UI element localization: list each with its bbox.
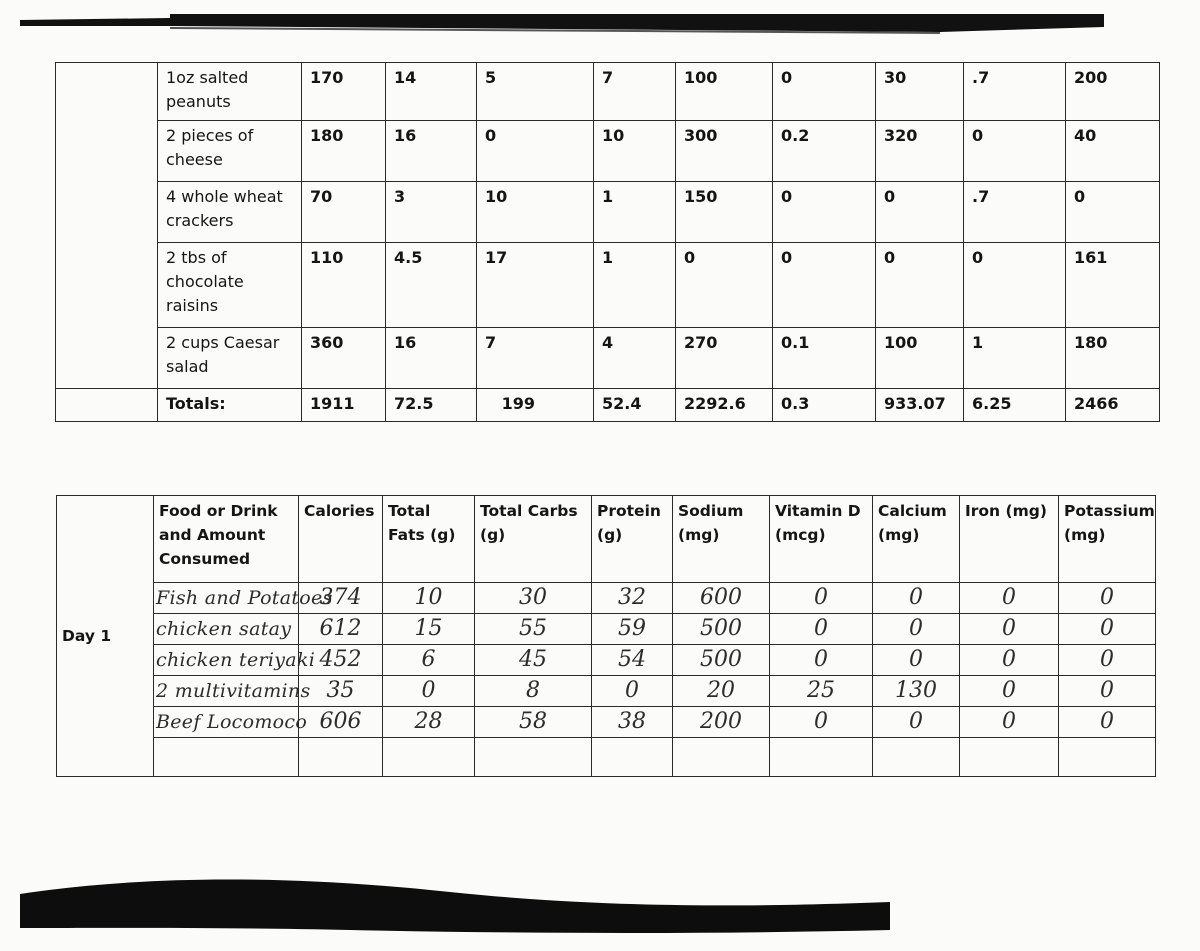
fats-total: 72.5 xyxy=(386,389,477,422)
sodium-cell: 100 xyxy=(676,63,773,121)
carbs-cell: 7 xyxy=(477,328,594,389)
fats-cell: 3 xyxy=(386,182,477,243)
header-calcium: Calcium (mg) xyxy=(873,496,960,583)
calories-cell: 360 xyxy=(302,328,386,389)
protein-cell: 32 xyxy=(592,583,673,614)
carbs-total: 199 xyxy=(477,389,594,422)
protein-cell: 4 xyxy=(594,328,676,389)
carbs-cell: 0 xyxy=(477,121,594,182)
table-row xyxy=(57,614,1156,645)
header-food: Food or Drink and Amount Consumed xyxy=(154,496,299,583)
calories-cell: 110 xyxy=(302,243,386,328)
carbs-cell: 10 xyxy=(477,182,594,243)
food-cell: 2 cups Caesar salad xyxy=(158,328,302,389)
calories-total: 1911 xyxy=(302,389,386,422)
iron-cell: 0 xyxy=(964,121,1066,182)
sodium-cell: 0 xyxy=(676,243,773,328)
carbs-cell: 8 xyxy=(475,676,592,707)
fats-cell: 16 xyxy=(386,121,477,182)
potassium-cell: 200 xyxy=(1066,63,1160,121)
header-carbs: Total Carbs (g) xyxy=(475,496,592,583)
sodium-cell: 500 xyxy=(673,614,770,645)
food-cell: chicken satay xyxy=(154,614,299,645)
header-protein: Protein (g) xyxy=(592,496,673,583)
header-row xyxy=(57,496,1156,583)
food-cell: 2 multivitamins xyxy=(154,676,299,707)
table-row xyxy=(56,63,1160,121)
top-banner-bar xyxy=(20,14,1104,34)
vitamin-d-total: 0.3 xyxy=(773,389,876,422)
food-cell: Beef Locomoco xyxy=(154,707,299,738)
calcium-cell: 30 xyxy=(876,63,964,121)
calcium-cell: 0 xyxy=(876,243,964,328)
sodium-cell: 270 xyxy=(676,328,773,389)
table-row xyxy=(57,645,1156,676)
header-potassium: Potassium (mg) xyxy=(1059,496,1156,583)
table-row xyxy=(57,583,1156,614)
food-cell: Fish and Potatoes xyxy=(154,583,299,614)
fats-cell: 4.5 xyxy=(386,243,477,328)
header-sodium: Sodium (mg) xyxy=(673,496,770,583)
iron-cell: 0 xyxy=(960,614,1059,645)
potassium-cell: 161 xyxy=(1066,243,1160,328)
iron-cell: 1 xyxy=(964,328,1066,389)
carbs-cell: 5 xyxy=(477,63,594,121)
vitamin-d-cell: 25 xyxy=(770,676,873,707)
calories-cell: 374 xyxy=(299,583,383,614)
iron-cell: 0 xyxy=(964,243,1066,328)
table-row xyxy=(57,707,1156,738)
fats-cell: 6 xyxy=(383,645,475,676)
protein-cell: 38 xyxy=(592,707,673,738)
sodium-total: 2292.6 xyxy=(676,389,773,422)
vitamin-d-cell: 0 xyxy=(773,243,876,328)
calcium-cell: 100 xyxy=(876,328,964,389)
fats-cell: 28 xyxy=(383,707,475,738)
table-row xyxy=(57,676,1156,707)
sodium-cell: 200 xyxy=(673,707,770,738)
vitamin-d-cell: 0 xyxy=(770,645,873,676)
iron-cell: .7 xyxy=(964,63,1066,121)
table-row xyxy=(56,182,1160,243)
calories-cell: 180 xyxy=(302,121,386,182)
calories-cell: 606 xyxy=(299,707,383,738)
day-cell-empty xyxy=(56,63,158,389)
fats-cell: 0 xyxy=(383,676,475,707)
calcium-cell: 0 xyxy=(876,182,964,243)
iron-total: 6.25 xyxy=(964,389,1066,422)
header-calories: Calories xyxy=(299,496,383,583)
table-row xyxy=(56,121,1160,182)
iron-cell: 0 xyxy=(960,676,1059,707)
calcium-cell: 0 xyxy=(873,645,960,676)
sodium-cell: 300 xyxy=(676,121,773,182)
sodium-cell: 600 xyxy=(673,583,770,614)
iron-cell: 0 xyxy=(960,583,1059,614)
protein-cell: 0 xyxy=(592,676,673,707)
day-cell-empty xyxy=(56,389,158,422)
calories-cell: 35 xyxy=(299,676,383,707)
vitamin-d-cell: 0 xyxy=(770,583,873,614)
header-vitamin-d: Vitamin D (mcg) xyxy=(770,496,873,583)
header-iron: Iron (mg) xyxy=(960,496,1059,583)
vitamin-d-cell: 0 xyxy=(770,707,873,738)
vitamin-d-cell: 0 xyxy=(770,614,873,645)
carbs-cell: 58 xyxy=(475,707,592,738)
potassium-cell: 40 xyxy=(1066,121,1160,182)
potassium-cell: 0 xyxy=(1059,707,1156,738)
potassium-total: 2466 xyxy=(1066,389,1160,422)
calories-cell: 612 xyxy=(299,614,383,645)
protein-total: 52.4 xyxy=(594,389,676,422)
protein-cell: 7 xyxy=(594,63,676,121)
fats-cell: 10 xyxy=(383,583,475,614)
fats-cell: 15 xyxy=(383,614,475,645)
protein-cell: 54 xyxy=(592,645,673,676)
calories-cell: 70 xyxy=(302,182,386,243)
calcium-total: 933.07 xyxy=(876,389,964,422)
bottom-banner-wave xyxy=(20,872,890,936)
nutrition-table-top xyxy=(55,62,1160,422)
food-cell: 2 tbs of chocolate raisins xyxy=(158,243,302,328)
sodium-cell: 20 xyxy=(673,676,770,707)
totals-row xyxy=(56,389,1160,422)
vitamin-d-cell: 0 xyxy=(773,182,876,243)
potassium-cell: 0 xyxy=(1059,583,1156,614)
potassium-cell: 0 xyxy=(1059,614,1156,645)
totals-label: Totals: xyxy=(158,389,302,422)
food-cell: chicken teriyaki xyxy=(154,645,299,676)
calcium-cell: 320 xyxy=(876,121,964,182)
vitamin-d-cell: 0.1 xyxy=(773,328,876,389)
calcium-cell: 0 xyxy=(873,583,960,614)
sodium-cell: 500 xyxy=(673,645,770,676)
potassium-cell: 0 xyxy=(1066,182,1160,243)
potassium-cell: 0 xyxy=(1059,676,1156,707)
table-row xyxy=(56,328,1160,389)
calories-cell: 452 xyxy=(299,645,383,676)
calcium-cell: 0 xyxy=(873,614,960,645)
calcium-cell: 130 xyxy=(873,676,960,707)
carbs-cell: 30 xyxy=(475,583,592,614)
carbs-cell: 17 xyxy=(477,243,594,328)
protein-cell: 1 xyxy=(594,182,676,243)
calcium-cell: 0 xyxy=(873,707,960,738)
potassium-cell: 180 xyxy=(1066,328,1160,389)
nutrition-table-day-1 xyxy=(56,495,1156,777)
sodium-cell: 150 xyxy=(676,182,773,243)
food-cell: 1oz salted peanuts xyxy=(158,63,302,121)
iron-cell: 0 xyxy=(960,707,1059,738)
food-cell: 4 whole wheat crackers xyxy=(158,182,302,243)
fats-cell: 16 xyxy=(386,328,477,389)
table-row-empty xyxy=(57,738,1156,777)
table-row xyxy=(56,243,1160,328)
calories-cell: 170 xyxy=(302,63,386,121)
carbs-cell: 55 xyxy=(475,614,592,645)
carbs-cell: 45 xyxy=(475,645,592,676)
protein-cell: 1 xyxy=(594,243,676,328)
vitamin-d-cell: 0 xyxy=(773,63,876,121)
day-label: Day 1 xyxy=(57,496,154,777)
fats-cell: 14 xyxy=(386,63,477,121)
protein-cell: 10 xyxy=(594,121,676,182)
potassium-cell: 0 xyxy=(1059,645,1156,676)
iron-cell: 0 xyxy=(960,645,1059,676)
food-cell: 2 pieces of cheese xyxy=(158,121,302,182)
protein-cell: 59 xyxy=(592,614,673,645)
header-fats: Total Fats (g) xyxy=(383,496,475,583)
vitamin-d-cell: 0.2 xyxy=(773,121,876,182)
iron-cell: .7 xyxy=(964,182,1066,243)
